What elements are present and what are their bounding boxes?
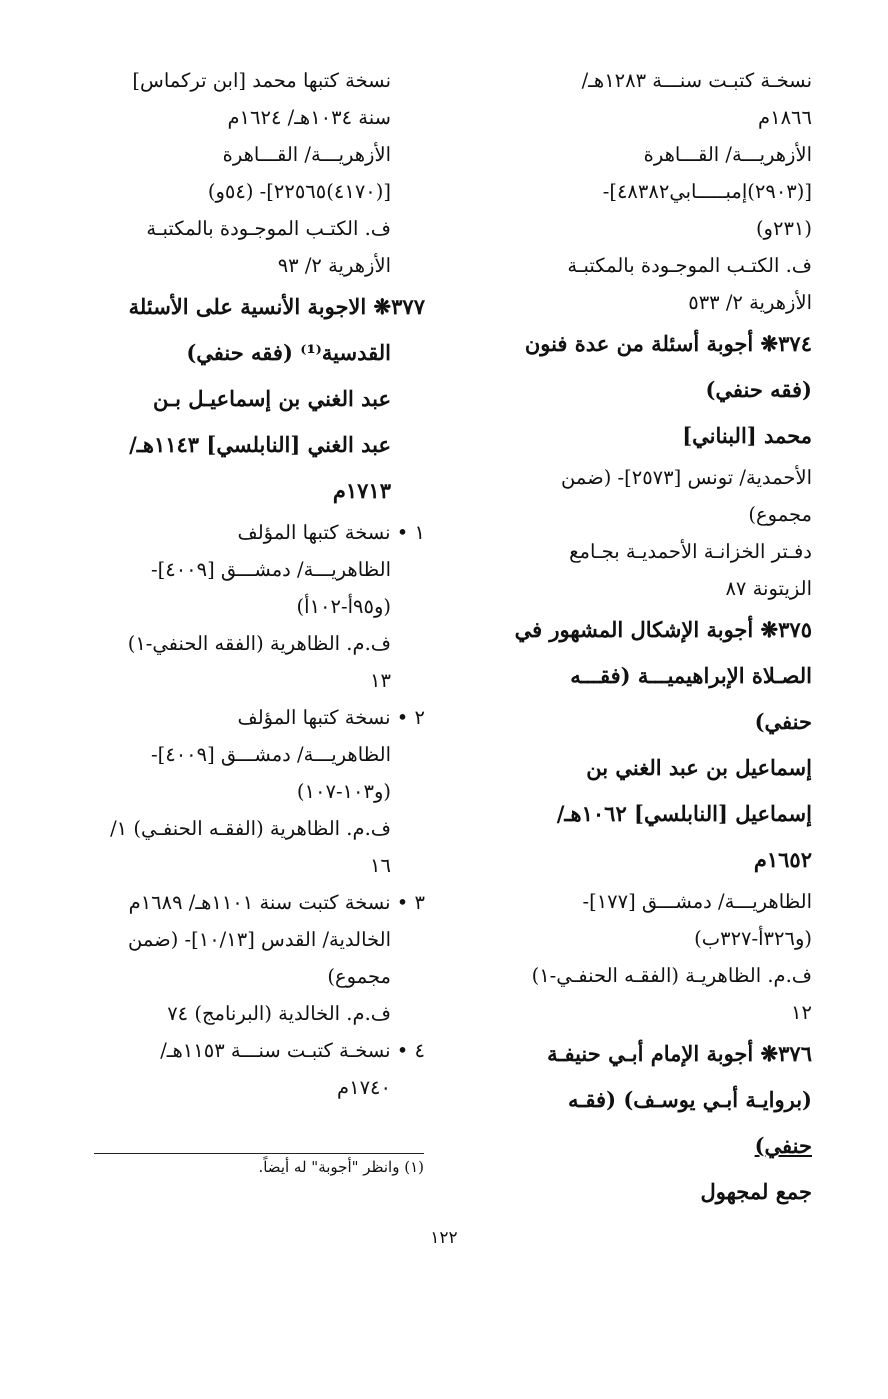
left-column-line: ١٦ — [370, 854, 391, 877]
right-column-line: محمد [البناني] — [682, 423, 812, 448]
right-column-line: ٣٧٥❋ أجوبة الإشكال المشهور في — [514, 617, 812, 642]
right-column-line: (بروايـة أبـي يوسـف) (فقـه — [568, 1087, 812, 1112]
left-column-line: ف.م. الظاهرية (الفقـه الحنفـي) ١/ — [110, 817, 391, 840]
left-column — [80, 62, 425, 1106]
left-column-line: ٣٧٧❋ الاجوبة الأنسية على الأسئلة — [128, 294, 425, 319]
right-column-line: الصـلاة الإبراهيميـــة (فقـــه — [570, 663, 812, 688]
left-column-line: (و١٠٣-١٠٧) — [296, 780, 391, 803]
left-column-line: ٣ • نسخة كتبت سنة ١١٠١هـ/ ١٦٨٩م — [128, 891, 425, 914]
right-column-line: حنفي) — [754, 1133, 812, 1158]
right-column-line: ٣٧٤❋ أجوبة أسئلة من عدة فنون — [524, 331, 812, 356]
right-column-line: إسماعيل بن عبد الغني بن — [586, 755, 812, 780]
left-column-line: الأزهريـــة/ القـــاهرة — [222, 143, 391, 166]
left-column-line: ف.م. الظاهرية (الفقه الحنفي-١) — [127, 632, 391, 655]
footnote: (١) وانظر "أجوبة" له أيضاً. — [258, 1158, 424, 1176]
right-column-line: ١٨٦٦م — [758, 106, 812, 129]
left-column-line: (و٩٥أ-١٠٢أ) — [296, 595, 391, 618]
right-column-line: (٢٣١و) — [755, 217, 812, 240]
right-column-line: الأحمدية/ تونس [٢٥٧٣]- (ضمن — [561, 466, 812, 489]
right-column-line: جمع لمجهول — [700, 1179, 812, 1204]
left-column-line: ١ • نسخة كتبها المؤلف — [237, 521, 425, 544]
left-column-line: ١٧١٣م — [332, 478, 391, 503]
left-column-line: القدسية⁽¹⁾ (فقه حنفي) — [186, 340, 391, 365]
left-column-line: مجموع) — [327, 965, 391, 988]
left-column-line: ١٧٤٠م — [337, 1076, 391, 1099]
right-column-line: الأزهريـــة/ القـــاهرة — [643, 143, 812, 166]
right-column-line: الظاهريـــة/ دمشـــق [١٧٧]- — [582, 890, 812, 913]
right-column-line: الأزهرية ٢/ ٥٣٣ — [688, 291, 812, 314]
right-column-line: ف.م. الظاهريـة (الفقـه الحنفـي-١) — [531, 964, 812, 987]
left-column-line: الظاهريـــة/ دمشـــق [٤٠٠٩]- — [151, 558, 391, 581]
right-column-line: [(٢٩٠٣)إمبـــــابي٤٨٣٨٢]- — [602, 180, 812, 203]
right-column-line: (و٣٢٦أ-٣٢٧ب) — [694, 927, 812, 950]
right-column-line: مجموع) — [748, 503, 812, 526]
right-column-line: ف. الكتـب الموجـودة بالمكتبـة — [567, 254, 812, 277]
left-column-line: ٤ • نسخـة كتبـت سنـــة ١١٥٣هـ/ — [160, 1039, 425, 1062]
left-column-line: ١٣ — [370, 669, 391, 692]
footnote-divider — [94, 1153, 424, 1154]
left-column-line: عبد الغني بن إسماعيـل بـن — [152, 386, 391, 411]
right-column-line: ١٦٥٢م — [753, 847, 812, 872]
left-column-line: الظاهريـــة/ دمشـــق [٤٠٠٩]- — [151, 743, 391, 766]
right-column-line: ٣٧٦❋ أجوبة الإمام أبـي حنيفـة — [547, 1041, 812, 1066]
left-column-line: عبد الغني [النابلسي] ١١٤٣هـ/ — [129, 432, 391, 457]
right-column-line: دفـتر الخزانـة الأحمديـة بجـامع — [569, 540, 812, 563]
left-column-line: نسخة كتبها محمد [ابن تركماس] — [132, 69, 391, 92]
left-column-line: الخالدية/ القدس [١٠/١٣]- (ضمن — [128, 928, 391, 951]
page-number: ١٢٢ — [430, 1228, 458, 1248]
right-column — [470, 62, 812, 1215]
left-column-line: الأزهرية ٢/ ٩٣ — [277, 254, 391, 277]
left-column-line: ف.م. الخالدية (البرنامج) ٧٤ — [167, 1002, 391, 1025]
left-column-line: ٢ • نسخة كتبها المؤلف — [237, 706, 425, 729]
right-column-line: حنفي) — [754, 709, 812, 734]
right-column-line: إسماعيل [النابلسي] ١٠٦٢هـ/ — [556, 801, 812, 826]
left-column-line: ف. الكتـب الموجـودة بالمكتبـة — [146, 217, 391, 240]
left-column-line: سنة ١٠٣٤هـ/ ١٦٢٤م — [227, 106, 391, 129]
right-column-line: ١٢ — [791, 1001, 812, 1024]
left-column-line: [(٤١٧٠)٢٢٥٦٥]- (٥٤و) — [207, 180, 391, 203]
right-column-line: الزيتونة ٨٧ — [725, 577, 812, 600]
right-column-line: (فقه حنفي) — [705, 377, 812, 402]
right-column-line: نسخـة كتبـت سنـــة ١٢٨٣هـ/ — [581, 69, 812, 92]
